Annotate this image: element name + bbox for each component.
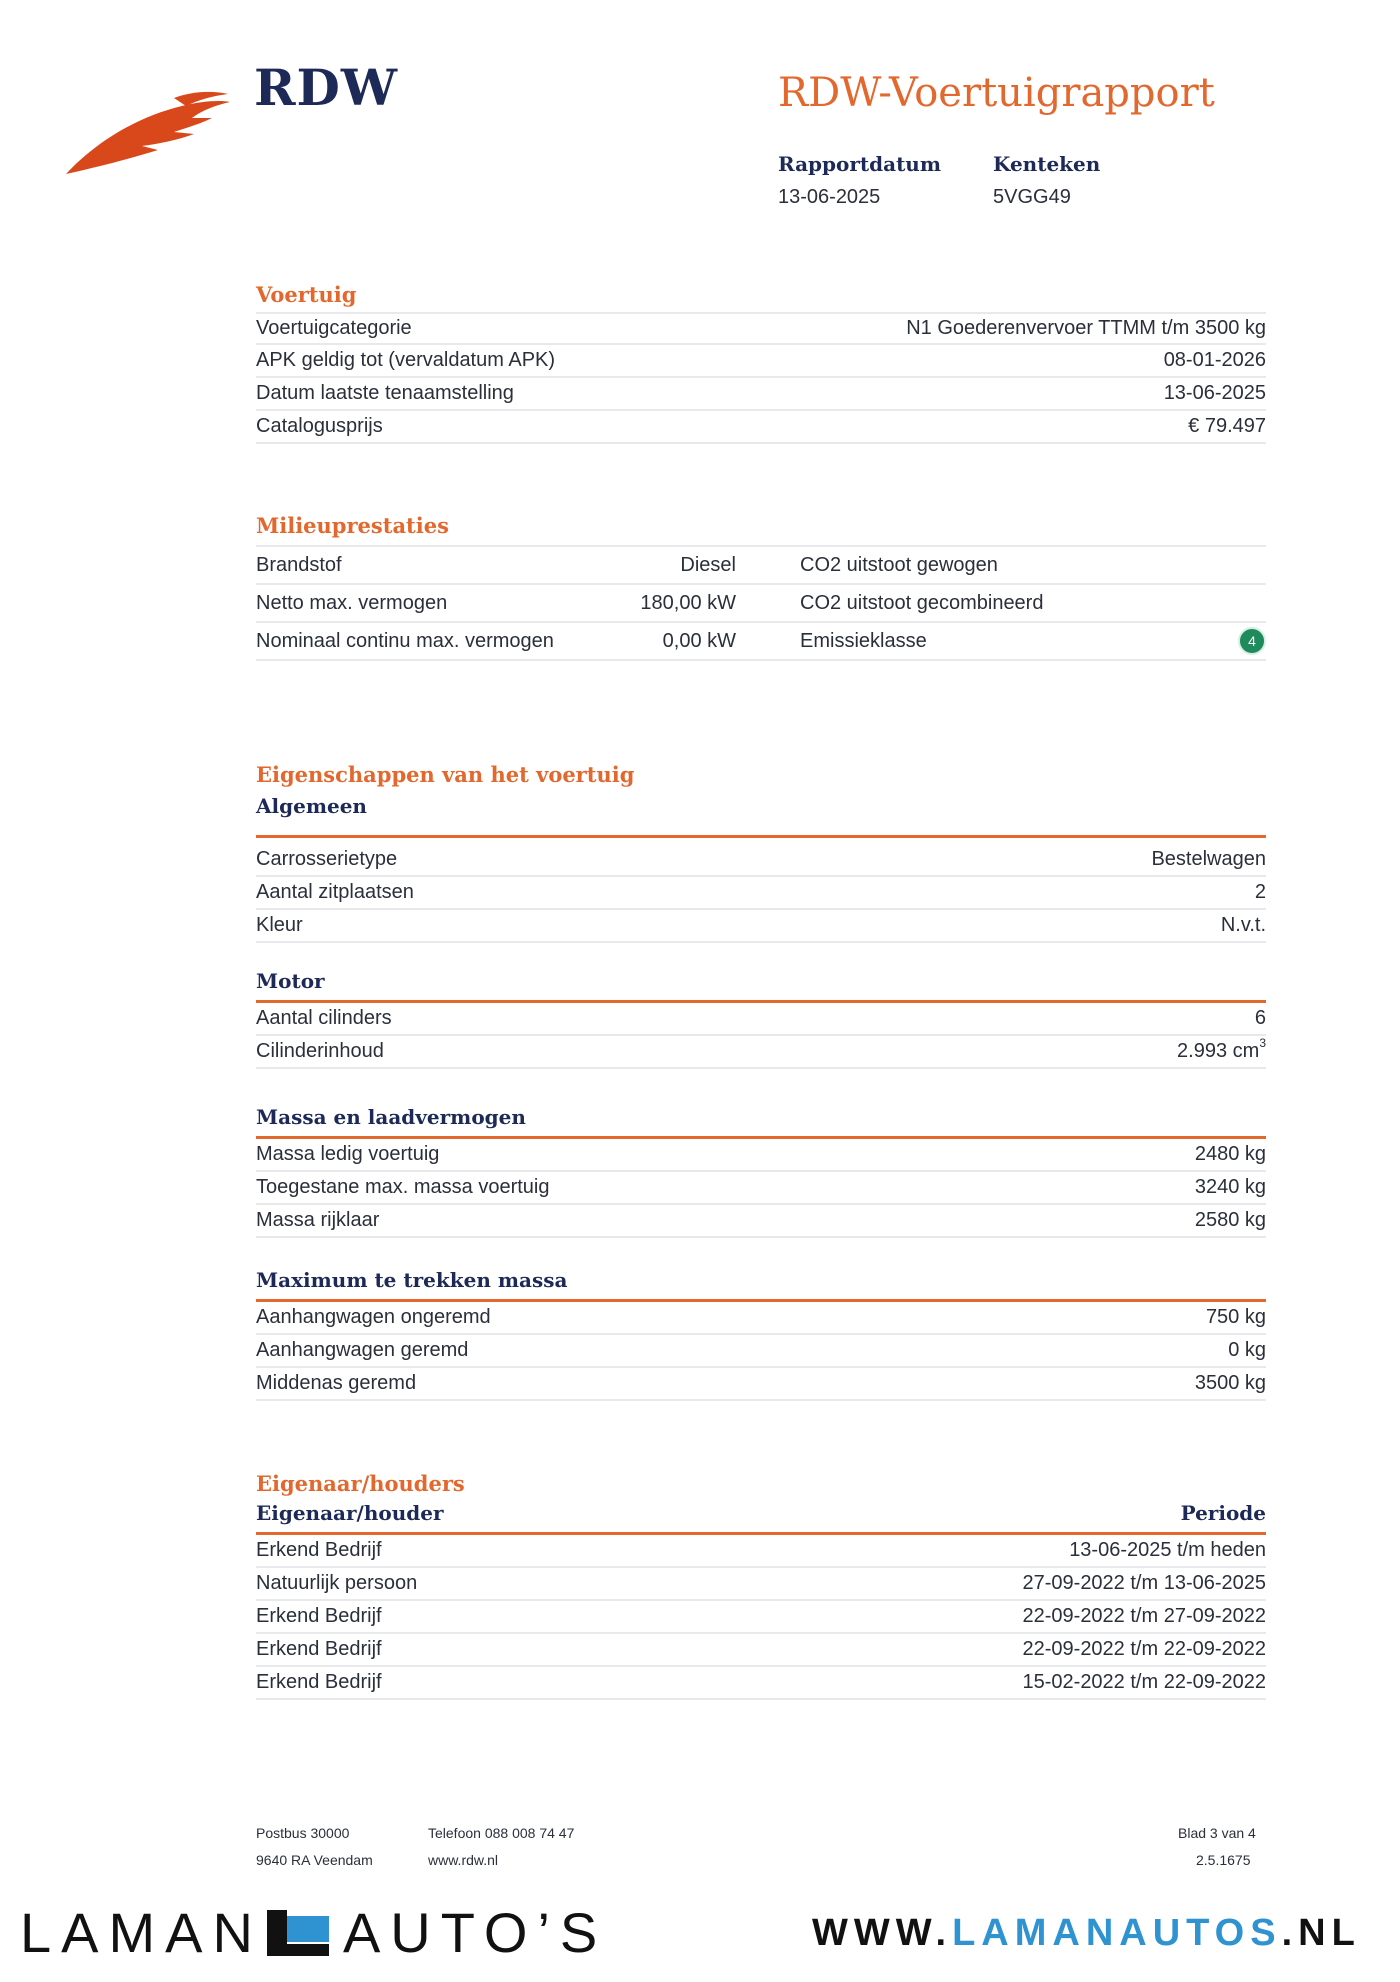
- row-label: Erkend Bedrijf: [256, 1671, 382, 1693]
- footer-address: 9640 RA Veendam: [256, 1852, 373, 1868]
- footer-website: www.rdw.nl: [428, 1852, 499, 1868]
- table-row: [256, 1335, 1266, 1368]
- row-label-2-text: CO2 uitstoot gecombineerd: [800, 591, 1044, 614]
- table-row: [256, 345, 1266, 378]
- motor-title: Motor: [256, 969, 1266, 1003]
- milieu-section: [256, 513, 1266, 661]
- eigenschappen-section: [256, 762, 1266, 1401]
- row-value: € 79.497: [1188, 415, 1266, 437]
- banner-website: [812, 1912, 1361, 1955]
- footer-postbus: Postbus 30000: [256, 1825, 350, 1841]
- emissieklasse-badge: 4: [1238, 627, 1266, 655]
- table-row: [256, 910, 1266, 943]
- row-value: 3240 kg: [1194, 1176, 1266, 1198]
- row-value: Diesel: [556, 547, 736, 585]
- banner-left-a: LAMAN: [20, 1901, 263, 1964]
- table-row: [256, 1205, 1266, 1238]
- milieu-table: [256, 545, 1266, 661]
- eigenaar-header: [256, 1501, 1266, 1535]
- row-label: Cilinderinhoud: [256, 1040, 384, 1062]
- row-value: 15-02-2022 t/m 22-09-2022: [1022, 1671, 1266, 1693]
- row-value: 750 kg: [1205, 1306, 1266, 1328]
- row-value: 22-09-2022 t/m 22-09-2022: [1022, 1638, 1266, 1660]
- eigenaar-title: Eigenaar/houders: [256, 1471, 465, 1496]
- row-label: Catalogusprijs: [256, 415, 383, 437]
- rdw-logo-icon: [62, 88, 232, 180]
- banner-url-accent: LAMANAUTOS: [952, 1912, 1282, 1954]
- table-row: [256, 1601, 1266, 1634]
- table-row: [256, 1003, 1266, 1036]
- row-value: 22-09-2022 t/m 27-09-2022: [1022, 1605, 1266, 1627]
- row-value: Bestelwagen: [1151, 848, 1266, 870]
- milieu-title: Milieuprestaties: [256, 513, 449, 538]
- row-value: N.v.t.: [1220, 914, 1266, 936]
- table-row: [256, 1036, 1266, 1069]
- row-value: 13-06-2025: [1163, 382, 1266, 404]
- table-row: [256, 1667, 1266, 1700]
- table-row: [256, 877, 1266, 910]
- row-label: Massa ledig voertuig: [256, 1143, 440, 1165]
- row-label-2-text: CO2 uitstoot gewogen: [800, 553, 998, 576]
- unit-superscript: 3: [1259, 1036, 1266, 1050]
- footer-cut-line: [256, 1852, 1266, 1868]
- row-label: Toegestane max. massa voertuig: [256, 1176, 550, 1198]
- voertuig-title: Voertuig: [256, 282, 357, 307]
- eigenschappen-title: Eigenschappen van het voertuig: [256, 762, 635, 787]
- row-label: Datum laatste tenaamstelling: [256, 382, 514, 404]
- banner-url-suffix: .NL: [1281, 1912, 1361, 1954]
- footer-telefoon: Telefoon 088 008 74 47: [428, 1825, 575, 1841]
- rapportdatum-block: [778, 152, 941, 209]
- row-label: Netto max. vermogen: [256, 585, 556, 623]
- row-value: 0 kg: [1228, 1339, 1266, 1361]
- kenteken-value: 5VGG49: [993, 186, 1071, 208]
- row-label: APK geldig tot (vervaldatum APK): [256, 349, 556, 371]
- table-row: [256, 1634, 1266, 1667]
- row-label: Carrosserietype: [256, 848, 398, 870]
- row-label-2: [736, 547, 1266, 585]
- row-value: 08-01-2026: [1163, 349, 1266, 371]
- table-row: [256, 1172, 1266, 1205]
- row-label: Kleur: [256, 914, 303, 936]
- table-row: [256, 1568, 1266, 1601]
- laman-square-icon: [267, 1910, 329, 1956]
- row-value: 13-06-2025 t/m heden: [1069, 1539, 1266, 1561]
- brand-name: RDW: [254, 58, 399, 117]
- kenteken-block: [993, 152, 1100, 209]
- row-label: Aantal cilinders: [256, 1007, 392, 1029]
- row-label-2-text: Emissieklasse: [800, 629, 927, 652]
- row-value: 0,00 kW: [556, 623, 736, 661]
- banner-url-prefix: WWW.: [812, 1912, 953, 1954]
- row-value: 3500 kg: [1194, 1372, 1266, 1394]
- row-label-2: [736, 585, 1266, 623]
- row-label: Nominaal continu max. vermogen: [256, 623, 556, 661]
- laman-autos-logo: [20, 1900, 607, 1965]
- massa-title: Massa en laadvermogen: [256, 1105, 1266, 1139]
- algemeen-title: Algemeen: [256, 794, 1266, 838]
- row-value: 180,00 kW: [556, 585, 736, 623]
- col-header-periode: Periode: [1180, 1501, 1266, 1525]
- row-label-2: [736, 623, 1266, 661]
- document-title: RDW-Voertuigrapport: [778, 70, 1215, 116]
- cilinderinhoud-value: 2.993 cm: [1177, 1040, 1260, 1062]
- trekken-title: Maximum te trekken massa: [256, 1268, 1266, 1302]
- row-label: Voertuigcategorie: [256, 317, 412, 339]
- col-header-eigenaar: Eigenaar/houder: [256, 1501, 444, 1525]
- row-value: 2480 kg: [1194, 1143, 1266, 1165]
- footer-blad: Blad 3 van 4: [1178, 1825, 1256, 1841]
- row-value: N1 Goederenvervoer TTMM t/m 3500 kg: [906, 317, 1266, 339]
- row-label: Aanhangwagen geremd: [256, 1339, 469, 1361]
- row-label: Aantal zitplaatsen: [256, 881, 414, 903]
- table-row: [256, 1368, 1266, 1401]
- row-label: Natuurlijk persoon: [256, 1572, 418, 1594]
- table-row: [256, 312, 1266, 345]
- table-row: [256, 1535, 1266, 1568]
- rapportdatum-value: 13-06-2025: [778, 186, 881, 208]
- row-label: Erkend Bedrijf: [256, 1638, 382, 1660]
- table-row: [256, 378, 1266, 411]
- row-label: Erkend Bedrijf: [256, 1539, 382, 1561]
- banner-left-b: AUTO’S: [342, 1901, 608, 1964]
- row-label: Brandstof: [256, 547, 556, 585]
- eigenaar-section: [256, 1471, 1266, 1700]
- table-row: [256, 411, 1266, 444]
- row-value: 6: [1254, 1007, 1266, 1029]
- row-value: 27-09-2022 t/m 13-06-2025: [1022, 1572, 1266, 1594]
- footer-code: 2.5.1675: [1196, 1852, 1251, 1868]
- row-label: Massa rijklaar: [256, 1209, 380, 1231]
- row-value: 2580 kg: [1194, 1209, 1266, 1231]
- row-label: Middenas geremd: [256, 1372, 417, 1394]
- table-row: [256, 844, 1266, 877]
- rapportdatum-label: Rapportdatum: [778, 152, 942, 176]
- row-value: 2: [1254, 881, 1266, 903]
- kenteken-label: Kenteken: [993, 152, 1101, 176]
- row-value: [1177, 1036, 1266, 1063]
- voertuig-section: [256, 282, 1266, 444]
- row-label: Erkend Bedrijf: [256, 1605, 382, 1627]
- table-row: [256, 1139, 1266, 1172]
- table-row: [256, 1302, 1266, 1335]
- row-label: Aanhangwagen ongeremd: [256, 1306, 491, 1328]
